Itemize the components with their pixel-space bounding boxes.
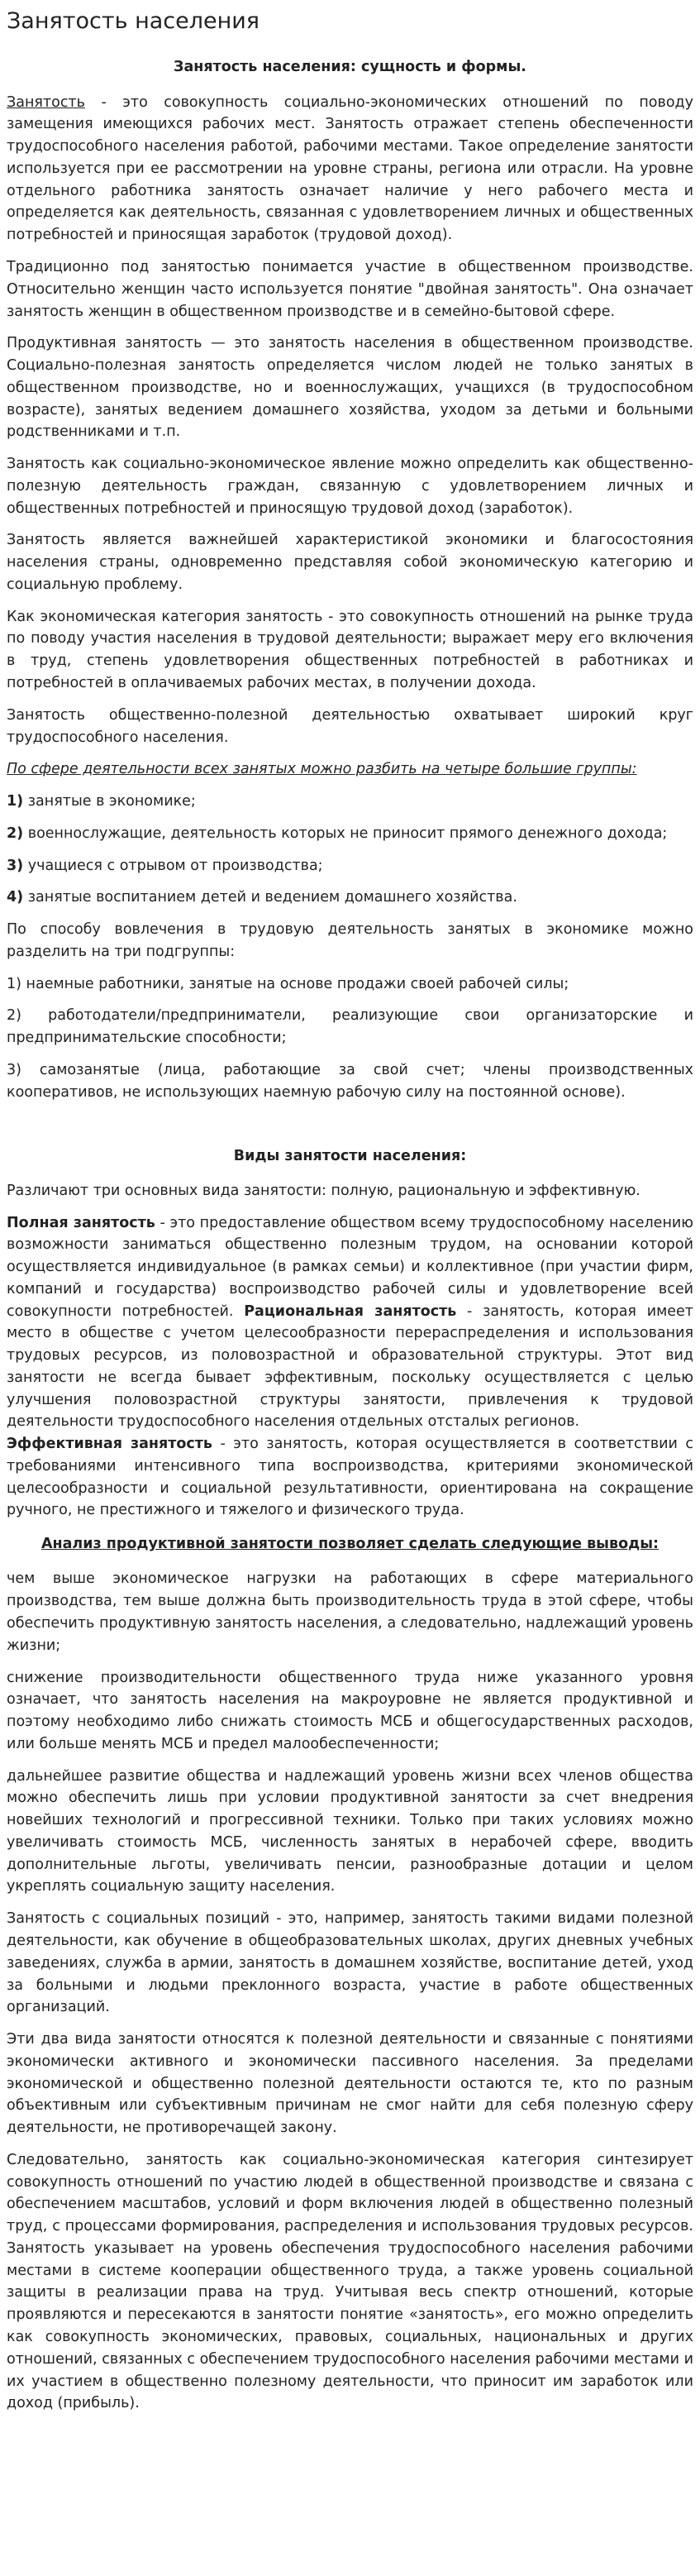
definition-text: - это совокупность социально-экономических отношений по поводу замещения имеющихся рабочих мест. Занятость отражает степень обеспеченности трудоспособного населения работой, рабочими местами. Такое определение занятости используется при ее рассмотрении на уровне страны, региона или отрасли. На уровне отдельного работника занятость означает наличие у него рабочего места и определяется как деятельность, связанная с удовлетворением личных и общественных потребностей и приносящая заработок (трудовой доход). [7, 93, 693, 244]
paragraph-phenomenon: Занятость как социально-экономическое явление можно определить как общественно-полезную деятельность граждан, связанную с удовлетворением личных и общественных потребностей и приносящую трудовой доход (заработок). [7, 456, 693, 517]
conclusion-item: снижение производительности общественного труда ниже указанного уровня означает, что занятость населения на макроуровне не является продуктивной и поэтому необходимо либо снижать стоимость МСБ и общегосударственных расходов, или больше менять МСБ и предел малообеспеченности; [7, 1669, 693, 1752]
list-item-number: 1) [7, 793, 24, 810]
section-title-types: Виды занятости населения: [233, 1147, 467, 1164]
groups-intro-text: По сфере деятельности всех занятых можно разбить на четыре большие группы: [7, 761, 637, 778]
spacer [7, 1114, 693, 1134]
paragraph-traditional: Традиционно под занятостью понимается участие в общественном производстве. Относительно женщин часто используется понятие "двойная занятость". Она означает занятость женщин в общественном производстве и в семейно-бытовой сфере. [7, 259, 693, 320]
paragraph-effective [7, 1433, 693, 1522]
effective-text: - это занятость, которая осуществляется в соответствии с требованиями интенсивного типа воспроизводства, критериями экономической целесообразности и социальной результативности, ориентирована на сокращение ручного, не престижного и тяжелого и физического труда. [7, 1436, 693, 1519]
list-item [7, 855, 693, 877]
list-item-number: 2) [7, 824, 24, 842]
list-item-text: занятые в экономике; [23, 793, 196, 810]
subgroup-item: 1) наемные работники, занятые на основе продажи своей рабочей силы; [7, 975, 569, 992]
paragraph-two-types: Эти два вида занятости относятся к полезной деятельности и связанные с понятиями экономически активного и экономически пассивного населения. За пределами экономической и общественно полезной деятельности остаются те, кто по разным объективным или субъективным причинам не смог найти для себя полезную сферу деятельности, не противоречащей закону. [7, 2031, 693, 2137]
list-item-number: 3) [7, 857, 24, 874]
subgroup-item: 3) самозанятые (лица, работающие за свой счет; члены производственных кооперативов, не использующих наемную рабочую силу на постоянной основе). [7, 1061, 693, 1101]
list-item-text: занятые воспитанием детей и ведением домашнего хозяйства. [23, 889, 517, 906]
term-effective: Эффективная занятость [7, 1436, 212, 1453]
paragraph-economic-category: Как экономическая категория занятость - это совокупность отношений на рынке труда по поводу участия населения в трудовой деятельности; выражает меру его включения в труд, степень удовлетворения общественных потребностей в работниках и потребностей в оплачиваемых рабочих местах, в получении дохода. [7, 608, 693, 692]
paragraph-conclusion: Следовательно, занятость как социально-экономическая категория синтезирует совокупность отношений по участию людей в общественной производстве и связана с обеспечением масштабов, условий и форм включения людей в общественно полезный труд, с процессами формирования, распределения и использования трудовых ресурсов. Занятость указывает на уровень обеспечения трудоспособного населения рабочими местами в системе кооперации общественного труда, а также уровень социальной защиты в реализации права на труд. Учитывая весь спектр отношений, которые проявляются и пересекаются в занятости понятие «занятость», его можно определить как совокупность экономических, правовых, социальных, национальных и других отношений, связанных с обеспечением трудоспособного населения рабочими местами и их участием в общественно полезному деятельности, что приносит им заработок или доход (прибыль). [7, 2151, 693, 2412]
paragraph-full-rational [7, 1212, 693, 1434]
list-item-text: военнослужащие, деятельность которых не приносит прямого денежного дохода; [23, 824, 668, 842]
conclusion-item: дальнейшее развитие общества и надлежащий уровень жизни всех членов общества можно обеспечить лишь при условии продуктивной занятости за счет внедрения новейших технологий и прогрессивной техники. Только при таких условиях можно увеличивать стоимость МСБ, численность занятых в нерабочей сфере, вводить дополнительные льготы, увеличивать пенсии, разнообразные дотации и целом укреплять социальную защиту населения. [7, 1767, 693, 1895]
paragraph-definition [7, 92, 693, 246]
paragraph-social: Занятость с социальных позиций - это, например, занятость такими видами полезной деятельности, как обучение в общеобразовательных школах, других дневных учебных заведениях, служба в армии, занятость в домашнем хозяйстве, воспитание детей, уход за больными и людьми преклонного возраста, участие в работе общественных организаций. [7, 1910, 693, 2016]
paragraph-productive: Продуктивная занятость — это занятость населения в общественном производстве. Социально-полезная занятость определяется числом людей не только занятых в общественном производстве, но и военнослужащих, учащихся (в трудоспособном возрасте), занятых ведением домашнего хозяйства, уходом за детьми и больными родственниками и т.п. [7, 335, 693, 441]
types-intro: Различают три основных вида занятости: полную, рациональную и эффективную. [7, 1182, 640, 1199]
subgroups-intro: По способу вовлечения в трудовую деятельность занятых в экономике можно разделить на три подгруппы: [7, 921, 693, 960]
list-item-number: 4) [7, 889, 24, 906]
list-item [7, 823, 693, 845]
conclusion-item: чем выше экономическое нагрузки на работающих в сфере материального производства, тем выше должна быть производительность труда в этой сфере, чтобы обеспечить продуктивную занятость населения, а следовательно, надлежащий уровень жизни; [7, 1570, 693, 1654]
groups-intro [7, 758, 693, 781]
list-item [7, 887, 693, 909]
paragraph-useful-activity: Занятость общественно-полезной деятельностью охватывает широкий круг трудоспособного населения. [7, 706, 693, 746]
term-rational: Рациональная занятость [244, 1302, 457, 1320]
section-title-essence: Занятость населения: сущность и формы. [174, 59, 526, 76]
term-full: Полная занятость [7, 1214, 155, 1231]
paragraph-characteristic: Занятость является важнейшей характеристикой экономики и благосостояния населения страны, одновременно представляя собой экономическую категорию и социальную проблему. [7, 532, 693, 593]
section-title-analysis: Анализ продуктивной занятости позволяет сделать следующие выводы: [40, 1536, 660, 1553]
list-item [7, 791, 693, 813]
list-item-text: учащиеся с отрывом от производства; [23, 857, 323, 874]
full-text: - это предоставление обществом всему трудоспособному населению возможности заниматься общественно полезным трудом, на основании которой осуществляется индивидуальное (в рамках семьи) и коллективное (при участии фирм, компаний и государства) воспроизводство рабочей силы и удовлетворение всей совокупности потребностей. [7, 1214, 693, 1320]
page-title: Занятость населения [7, 8, 260, 34]
term-employment: Занятость [7, 93, 85, 111]
subgroup-item: 2) работодатели/предприниматели, реализующие свои организаторские и предпринимательские способности; [7, 1007, 693, 1047]
rational-text: - занятость, которая имеет место в обществе с учетом целесообразности перераспределения и использования трудовых ресурсов, из половозрастной и образовательной структуры. Этот вид занятости не всегда бывает эффективным, поскольку осуществляется с целью улучшения половозрастной структуры занятости, привлечения к трудовой деятельности трудоспособного населения отдельных отсталых регионов. [7, 1302, 693, 1431]
